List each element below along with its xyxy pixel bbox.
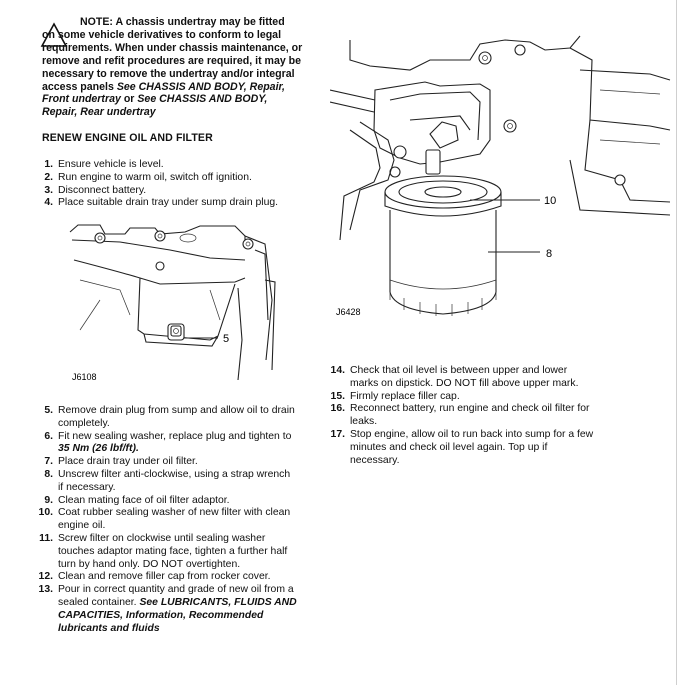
drain-plug bbox=[168, 324, 184, 340]
step-item: 2. Run engine to warm oil, switch off ignition. bbox=[44, 171, 252, 183]
step-item: 9. Clean mating face of oil filter adaptor. bbox=[44, 494, 230, 506]
chassis-undertray-note bbox=[42, 16, 304, 119]
note-first-line: NOTE: A chassis undertray may be fitted bbox=[80, 16, 285, 28]
section-heading: RENEW ENGINE OIL AND FILTER bbox=[42, 132, 213, 144]
step-item: 16. Reconnect battery, run engine and check oil filter for leaks. bbox=[330, 403, 590, 428]
step-item: 5. Remove drain plug from sump and allow oil to drain completely. bbox=[44, 405, 295, 429]
step-item: 8. Unscrew filter anti-clockwise, using a strap wrench if necessary. bbox=[44, 468, 291, 493]
step-item: 13. Pour in correct quantity and grade of new oil from a sealed container. See LUBRICANTS, FLUIDS AND CAPACITIES, Information, Recommended lubricants and fluids bbox=[38, 584, 297, 634]
step-item: 7. Place drain tray under oil filter. bbox=[44, 456, 198, 468]
callout-5: 5 bbox=[223, 333, 230, 345]
oil-filter bbox=[385, 176, 501, 316]
note-text: on some vehicle derivatives to conform to legal requirements. When under chassis maintenance, or remove and refit procedures are required, it may be necessary to remove the undertray and/or integral access panels bbox=[42, 28, 303, 93]
step-item: 14. Check that oil level is between upper and lower marks on dipstick. DO NOT fill above upper mark. bbox=[330, 365, 579, 389]
note-or: or bbox=[120, 93, 138, 106]
step-item: 12. Clean and remove filler cap from rocker cover. bbox=[38, 571, 271, 583]
step-item: 17. Stop engine, allow oil to run back into sump for a few minutes and check oil level again. Top up if necessary. bbox=[330, 428, 594, 466]
sump-drain-plug-illustration bbox=[60, 220, 285, 388]
figure-id-j6428: J6428 bbox=[336, 307, 361, 317]
step-item: 6. Fit new sealing washer, replace plug and tighten to 35 Nm (26 lbf/ft). bbox=[44, 430, 292, 455]
figure-id-j6108: J6108 bbox=[72, 372, 97, 382]
steps-list-1-4 bbox=[33, 159, 303, 210]
oil-filter-illustration bbox=[330, 30, 675, 325]
page-edge-line bbox=[676, 0, 677, 685]
step-item: 3. Disconnect battery. bbox=[44, 184, 147, 196]
step-item: 1. Ensure vehicle is level. bbox=[44, 159, 164, 170]
step-item: 11. Screw filter on clockwise until sealing washer touches adaptor mating face, tighten a further half turn by hand only. DO NOT overtighten. bbox=[39, 532, 288, 570]
step-item: 4. Place suitable drain tray under sump drain plug. bbox=[44, 197, 279, 209]
step-item: 10. Coat rubber sealing washer of new filter with clean engine oil. bbox=[38, 507, 291, 532]
callout-10: 10 bbox=[544, 195, 557, 207]
sump-outline bbox=[70, 225, 275, 380]
filter-adaptor bbox=[330, 82, 490, 240]
callout-8: 8 bbox=[546, 248, 553, 260]
note-ref-front-undertray[interactable]: See CHASSIS AND BODY, Repair, Front undertray bbox=[42, 80, 285, 106]
steps-list-14-17 bbox=[325, 365, 595, 467]
note-ref-rear-undertray[interactable]: See CHASSIS AND BODY, Repair, Rear undertray bbox=[42, 93, 268, 119]
step-item: 15. Firmly replace filler cap. bbox=[330, 390, 460, 402]
steps-list-5-13 bbox=[33, 405, 298, 635]
